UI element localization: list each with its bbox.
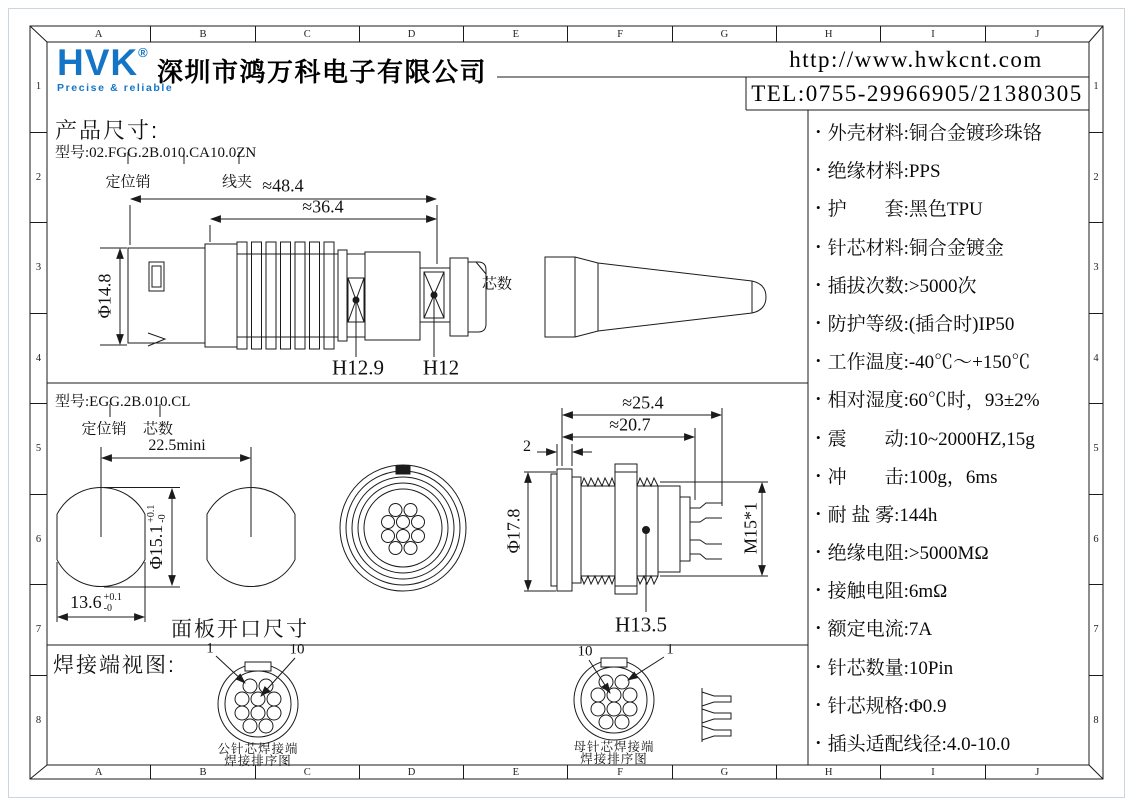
- spec-item: [816, 156, 1088, 183]
- spec-item: [816, 691, 1088, 718]
- spec-text: 针芯材料:铜合金镀金: [827, 237, 1004, 259]
- bullet-icon: •: [816, 620, 821, 636]
- brand-logo: [57, 44, 173, 94]
- frame-row-label: 8: [1089, 675, 1103, 766]
- frame-column-label: I: [880, 26, 984, 42]
- frame-row-label: 8: [30, 675, 47, 766]
- frame-row-label: 7: [30, 584, 47, 675]
- female-solder-caption-line1: 母针芯焊接端: [573, 740, 655, 754]
- spec-item: [816, 462, 1088, 489]
- dim-h13-5: H13.5: [615, 612, 667, 637]
- label-wire-clamp: 线夹: [221, 173, 253, 191]
- spec-item: [816, 424, 1088, 451]
- frame-row-label: 1: [35, 81, 42, 93]
- male-solder-end-drawing: [216, 656, 298, 744]
- solder-view-title: 焊接端视图:: [53, 654, 176, 677]
- spec-item: [816, 233, 1088, 260]
- bullet-icon: •: [816, 582, 821, 598]
- spec-item: [816, 385, 1088, 412]
- female-solder-caption-line2: 焊接排序图: [580, 752, 648, 766]
- frame-row-label: 5: [1089, 403, 1103, 494]
- connector-face-view-drawing: [340, 465, 466, 591]
- frame-column-label: F: [567, 765, 671, 779]
- spec-item: [816, 118, 1088, 145]
- dim-body-length: ≈36.4: [302, 196, 344, 217]
- label-positioning-pin: 定位销: [105, 173, 151, 191]
- male-solder-caption-line2: 焊接排序图: [224, 754, 292, 768]
- dim-socket-total-length: ≈25.4: [622, 392, 664, 413]
- thread-spec: M15*1: [740, 501, 761, 555]
- frame-column-label: J: [985, 765, 1089, 779]
- strain-relief-boot-drawing: [545, 257, 766, 337]
- frame-column-label: G: [672, 26, 776, 42]
- bullet-icon: •: [816, 467, 821, 483]
- bullet-icon: •: [816, 200, 821, 216]
- frame-column-label: A: [94, 28, 103, 40]
- frame-column-label: F: [567, 26, 671, 42]
- bullet-icon: •: [816, 276, 821, 292]
- spec-text: 绝缘材料:PPS: [827, 161, 941, 183]
- dim-h12-9: H12.9: [332, 355, 384, 380]
- frame-column-label: B: [150, 765, 254, 779]
- female-pin-1-label: 1: [666, 641, 674, 658]
- frame-row-label: 6: [30, 494, 47, 585]
- frame-column-label: A: [94, 766, 103, 778]
- spec-text: 相对湿度:60℃时，93±2%: [827, 390, 1040, 412]
- spec-text: 护 套:黑色TPU: [827, 199, 983, 221]
- spec-text: 冲 击:100g，6ms: [827, 466, 998, 488]
- solder-pins-sketch: [702, 688, 731, 742]
- spec-item: [816, 271, 1088, 298]
- female-solder-end-drawing: [574, 657, 664, 740]
- company-name: 深圳市鸿万科电子有限公司: [157, 57, 488, 87]
- dim-flange-diameter: Φ17.8: [503, 508, 524, 554]
- frame-row-label: 1: [1093, 81, 1099, 93]
- socket-side-view-drawing: [524, 408, 768, 612]
- spec-item: [816, 729, 1088, 756]
- dim-plug-diameter: Φ14.8: [94, 273, 115, 319]
- spec-text: 外壳材料:铜合金镀珍珠铬: [827, 123, 1042, 144]
- frame-column-label: H: [776, 26, 880, 42]
- frame-row-label: 4: [30, 313, 47, 404]
- spec-text: 插拔次数:>5000次: [827, 275, 977, 297]
- bullet-icon: •: [816, 314, 821, 330]
- socket-model-number: 型号:EGG.2B.010.CL: [55, 394, 191, 410]
- dim-panel-hole-diameter: Φ15.1 +0.1 -0: [145, 504, 168, 570]
- bullet-icon: •: [816, 505, 821, 521]
- spec-item: [816, 194, 1088, 221]
- dim-panel-hole-width: 13.6 +0.1 -0: [70, 591, 122, 614]
- spec-text: 震 动:10~2000HZ,15g: [827, 428, 1035, 450]
- spec-item: [816, 347, 1088, 374]
- frame-band-left: [30, 42, 47, 765]
- registered-mark-icon: ®: [138, 45, 148, 60]
- spec-text: 针芯数量:10Pin: [827, 657, 954, 679]
- spec-text: 工作温度:-40℃～+150℃: [827, 352, 1031, 374]
- dim-socket-body-length: ≈20.7: [609, 414, 651, 435]
- frame-row-label: 6: [1089, 494, 1103, 585]
- frame-band-bottom: [47, 765, 1089, 779]
- panel-cutout-caption: 面板开口尺寸: [171, 618, 309, 641]
- spec-text: 绝缘电阻:>5000MΩ: [827, 543, 989, 565]
- frame-column-label: G: [672, 765, 776, 779]
- frame-row-label: 7: [1089, 584, 1103, 675]
- dim-panel-thickness: 2: [523, 438, 531, 455]
- spec-item: [816, 538, 1088, 565]
- brand-tagline: Precise & reliable: [57, 82, 174, 94]
- bullet-icon: •: [816, 353, 821, 369]
- frame-row-label: 3: [1089, 222, 1103, 313]
- frame-column-label: C: [255, 765, 359, 779]
- spec-text: 插头适配线径:4.0-10.0: [827, 734, 1011, 755]
- bullet-icon: •: [816, 696, 821, 712]
- spec-text: 防护等级:(插合时)IP50: [827, 313, 1015, 335]
- frame-row-label: 3: [30, 222, 47, 313]
- label-core-count-socket: 芯数: [142, 420, 174, 438]
- frame-column-label: B: [150, 26, 254, 42]
- bullet-icon: •: [816, 544, 821, 560]
- frame-column-label: D: [359, 765, 463, 779]
- bullet-icon: •: [816, 658, 821, 674]
- frame-column-label: E: [463, 26, 567, 42]
- label-positioning-pin-socket: 定位销: [81, 420, 127, 438]
- spec-item: [816, 309, 1088, 336]
- label-core-count-plug: 芯数: [481, 275, 513, 293]
- telephone: TEL:0755-29966905/21380305: [751, 81, 1083, 106]
- spec-text: 针芯规格:Φ0.9: [827, 695, 947, 717]
- frame-row-label: 5: [30, 403, 47, 494]
- plug-model-number: 型号:02.FGG.2B.010.CA10.0ZN: [55, 145, 257, 161]
- male-solder-caption-line1: 公针芯焊接端: [217, 742, 299, 756]
- brand-logo-text: HVK: [57, 42, 139, 83]
- frame-column-label: H: [776, 765, 880, 779]
- dim-h12: H12: [422, 355, 460, 380]
- frame-column-label: C: [255, 26, 359, 42]
- spec-list: [816, 112, 1088, 764]
- male-pin-10-label: 10: [289, 641, 305, 658]
- frame-column-label: I: [880, 765, 984, 779]
- spec-text: 耐 盐 雾:144h: [827, 504, 938, 526]
- website-url: http://www.hwkcnt.com: [789, 47, 1043, 72]
- dim-hole-spacing: 22.5mini: [148, 437, 206, 454]
- bullet-icon: •: [816, 429, 821, 445]
- frame-band-top: [47, 26, 1089, 42]
- frame-column-label: D: [359, 26, 463, 42]
- bullet-icon: •: [816, 735, 821, 750]
- spec-item: [816, 576, 1088, 603]
- dim-total-length: ≈48.4: [262, 175, 304, 196]
- frame-row-label: 2: [30, 132, 47, 223]
- frame-column-label: J: [985, 26, 1089, 42]
- male-pin-1-label: 1: [206, 640, 214, 657]
- frame-row-label: 2: [1089, 132, 1103, 223]
- spec-text: 额定电流:7A: [827, 619, 933, 641]
- spec-text: 接触电阻:6mΩ: [827, 581, 948, 603]
- spec-item: [816, 614, 1088, 641]
- frame-row-label: 4: [1089, 313, 1103, 404]
- tolerance-stack: +0.1 -0: [146, 504, 168, 523]
- frame-column-label: E: [463, 765, 567, 779]
- spec-item: [816, 500, 1088, 527]
- section-product-title: 产品尺寸:: [55, 118, 160, 143]
- bullet-icon: •: [816, 391, 821, 407]
- female-pin-10-label: 10: [577, 643, 593, 660]
- tolerance-stack: +0.1 -0: [103, 592, 122, 614]
- bullet-icon: •: [816, 238, 821, 254]
- bullet-icon: •: [816, 162, 821, 178]
- spec-item: [816, 653, 1088, 680]
- frame-band-right: [1089, 42, 1103, 765]
- bullet-icon: •: [816, 124, 821, 139]
